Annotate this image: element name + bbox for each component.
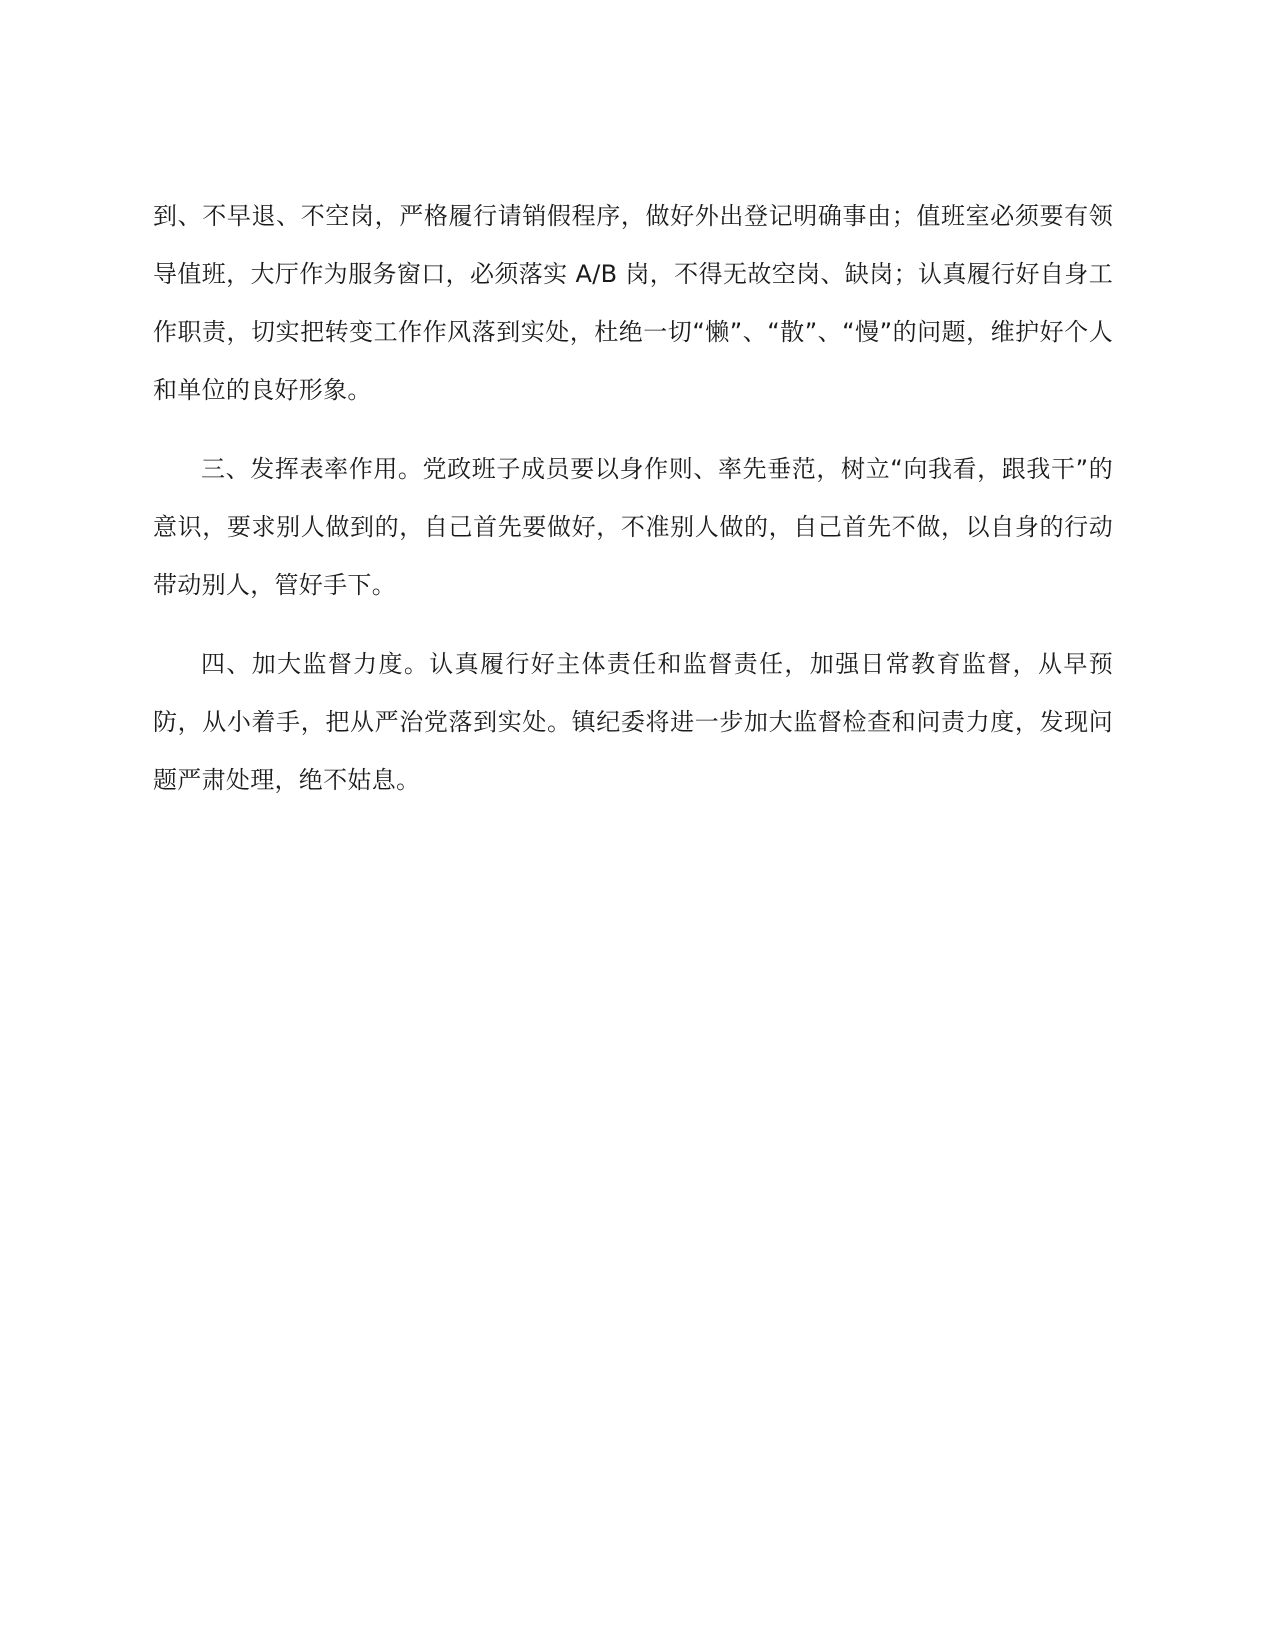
paragraph-section-four-supervision: 四、加大监督力度。认真履行好主体责任和监督责任，加强日常教育监督，从早预防，从小着手，把从严治党落到实处。镇纪委将进一步加大监督检查和问责力度，发现问题严肃处理，绝不姑息。 xyxy=(153,650,1113,794)
paragraph-continued-duty-rules: 到、不早退、不空岗，严格履行请销假程序，做好外出登记明确事由；值班室必须要有领导值班，大厅作为服务窗口，必须落实 A/B 岗，不得无故空岗、缺岗；认真履行好自身工作职责，切实把转变工作作风落到实处，杜绝一切“懒”、“散”、“慢”的问题，维护好个人和单位的良好形象。 xyxy=(153,202,1113,404)
paragraph-section-three-lead-by-example: 三、发挥表率作用。党政班子成员要以身作则、率先垂范，树立“向我看，跟我干”的意识，要求别人做到的，自己首先要做好，不准别人做的，自己首先不做，以自身的行动带动别人，管好手下。 xyxy=(153,455,1113,599)
document-body xyxy=(153,187,1113,809)
